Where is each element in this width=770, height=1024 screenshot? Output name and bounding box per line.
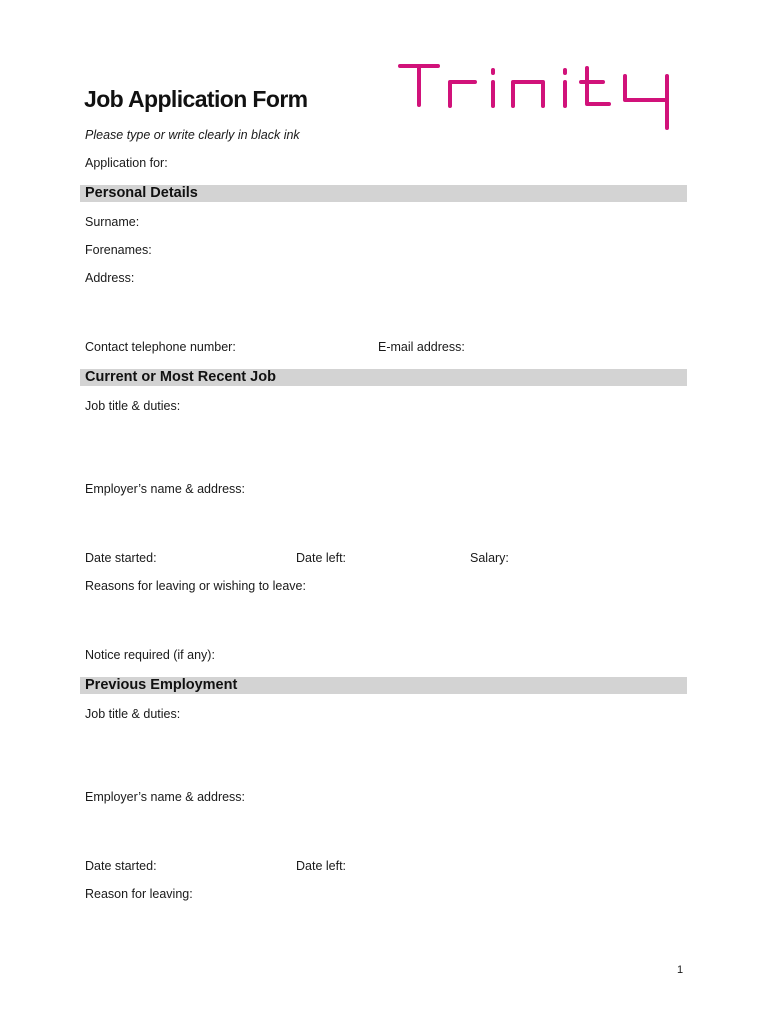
- previous-job-title-label: Job title & duties:: [85, 707, 181, 721]
- current-date-started-label: Date started:: [85, 551, 157, 565]
- instruction-text: Please type or write clearly in black ink: [85, 128, 300, 142]
- previous-employer-label: Employer’s name & address:: [85, 790, 246, 804]
- telephone-label: Contact telephone number:: [85, 340, 236, 354]
- surname-label: Surname:: [85, 215, 140, 229]
- current-job-header: [80, 369, 687, 386]
- email-label: E-mail address:: [378, 340, 465, 354]
- current-job-title-label: Job title & duties:: [85, 399, 181, 413]
- trinity-logo: [395, 60, 680, 140]
- reasons-leaving-label: Reasons for leaving or wishing to leave:: [85, 579, 306, 593]
- current-employer-label: Employer’s name & address:: [85, 482, 246, 496]
- page-number: 1: [677, 964, 684, 976]
- previous-employment-header: [80, 677, 687, 694]
- current-date-left-label: Date left:: [296, 551, 347, 565]
- personal-details-header: [80, 185, 687, 202]
- address-label: Address:: [85, 271, 135, 285]
- application-for-label: Application for:: [85, 156, 168, 170]
- section-title: Previous Employment: [85, 677, 238, 693]
- notice-label: Notice required (if any):: [85, 648, 215, 662]
- salary-label: Salary:: [470, 551, 509, 565]
- section-title: Personal Details: [85, 185, 198, 201]
- previous-date-started-label: Date started:: [85, 859, 157, 873]
- page-title: Job Application Form: [84, 86, 308, 112]
- previous-date-left-label: Date left:: [296, 859, 347, 873]
- section-title: Current or Most Recent Job: [85, 369, 276, 385]
- forenames-label: Forenames:: [85, 243, 152, 257]
- reason-for-leaving-label: Reason for leaving:: [85, 887, 193, 901]
